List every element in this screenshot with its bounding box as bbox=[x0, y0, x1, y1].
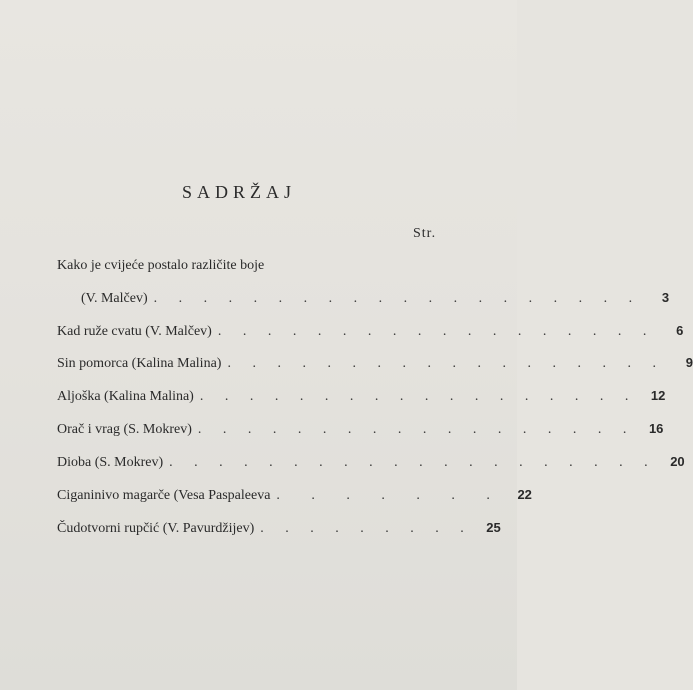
toc-entry bbox=[81, 290, 670, 310]
toc-entry-page: 12 bbox=[650, 388, 666, 403]
toc-entry bbox=[57, 355, 693, 375]
toc-entry-title: Aljoška (Kalina Malina) bbox=[57, 389, 194, 404]
contents-heading: SADRŽAJ bbox=[182, 182, 297, 202]
toc-entry-title: (V. Malčev) bbox=[81, 291, 148, 306]
leader-dots: . . . . . . . . . . . . . . . . . . bbox=[199, 389, 638, 404]
page-column-label: Str. bbox=[413, 226, 437, 241]
toc-entry-page: 6 bbox=[676, 323, 684, 338]
toc-entry-page: 22 bbox=[517, 487, 532, 502]
toc-entry bbox=[57, 520, 501, 540]
toc-entry-title: Kad ruže cvatu (V. Malčev) bbox=[57, 324, 212, 339]
toc-entry-first-line: Kako je cvijeće postalo različite boje bbox=[57, 258, 265, 273]
toc-entry bbox=[57, 421, 664, 441]
toc-entry-title: Orač i vrag (S. Mokrev) bbox=[57, 422, 192, 437]
toc-entry-page: 3 bbox=[661, 290, 670, 305]
toc-entry-title: Čudotvorni rupčić (V. Pavurdžijev) bbox=[57, 521, 255, 536]
leader-dots: . . . . . . . . . . . . . . . . . . . . bbox=[153, 291, 642, 306]
toc-entry-title: Dioba (S. Mokrev) bbox=[57, 455, 164, 470]
leader-dots: . . . . . . . bbox=[276, 488, 504, 503]
toc-entry-page: 9 bbox=[685, 355, 693, 370]
toc-entry-title: Sin pomorca (Kalina Malina) bbox=[57, 356, 222, 371]
toc-entry-page: 20 bbox=[670, 454, 685, 469]
toc-entry bbox=[57, 454, 685, 474]
leader-dots: . . . . . . . . . . . . . . . . . . bbox=[227, 356, 665, 371]
leader-dots: . . . . . . . . . bbox=[260, 521, 473, 536]
toc-entry-title: Ciganinivo magarče (Vesa Paspaleeva bbox=[57, 488, 271, 503]
toc-entry bbox=[57, 487, 532, 507]
toc-entry-page: 16 bbox=[648, 421, 664, 436]
leader-dots: . . . . . . . . . . . . . . . . . . bbox=[197, 422, 636, 437]
leader-dots: . . . . . . . . . . . . . . . . . . . . bbox=[169, 455, 657, 470]
toc-entry-page: 25 bbox=[486, 520, 501, 535]
leader-dots: . . . . . . . . . . . . . . . . . . bbox=[217, 324, 656, 339]
toc-entry bbox=[57, 323, 684, 343]
toc-entry bbox=[57, 388, 666, 408]
